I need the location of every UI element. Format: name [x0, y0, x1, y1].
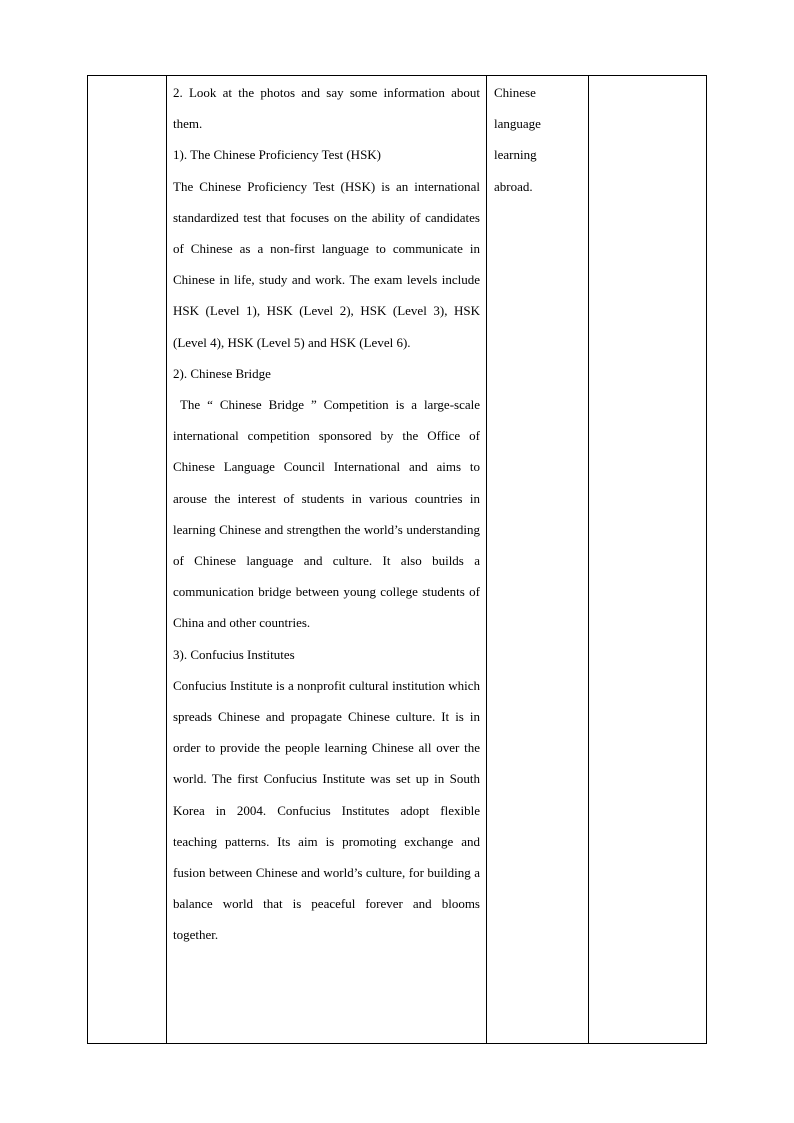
activity-intro: 2. Look at the photos and say some information about them.: [173, 85, 480, 132]
section-heading-confucius: 3). Confucius Institutes: [173, 646, 295, 662]
section-body-hsk: The Chinese Proficiency Test (HSK) is an international standardized test that focuses on the ability of candidates of Chinese as a non-first language to communicate in Chinese in life, study and work. The exam levels include HSK (Level 1), HSK (Level 2), HSK (Level 3), HSK (Level 4), HSK (Level 5) and HSK (Level 6).: [173, 178, 480, 350]
section-heading-chinese-bridge: 2). Chinese Bridge: [173, 365, 271, 381]
section-body-confucius: Confucius Institute is a nonprofit cultural institution which spreads Chinese and propagate Chinese culture. It is in order to provide the people learning Chinese all over the world. The first Confucius Institute was set up in South Korea in 2004. Confucius Institutes adopt flexible teaching patterns. Its aim is promoting exchange and fusion between Chinese and world’s culture, for building a balance world that is peaceful forever and blooms together.: [173, 677, 480, 943]
column-divider-3: [588, 76, 589, 1043]
lesson-plan-table: [87, 75, 707, 1044]
section-heading-hsk: 1). The Chinese Proficiency Test (HSK): [173, 147, 382, 163]
activity-content-cell: [173, 77, 484, 951]
purpose-text: Chinese language learning abroad.: [494, 85, 541, 194]
purpose-cell: [494, 77, 574, 202]
column-divider-1: [166, 76, 167, 1043]
section-body-chinese-bridge: The “ Chinese Bridge ” Competition is a large-scale international competition sponsored by the Office of Chinese Language Council International and aims to arouse the interest of students in various countries in learning Chinese and strengthen the world’s understanding of Chinese language and culture. It also builds a communication bridge between young college students of China and other countries.: [173, 397, 484, 631]
column-divider-2: [486, 76, 487, 1043]
